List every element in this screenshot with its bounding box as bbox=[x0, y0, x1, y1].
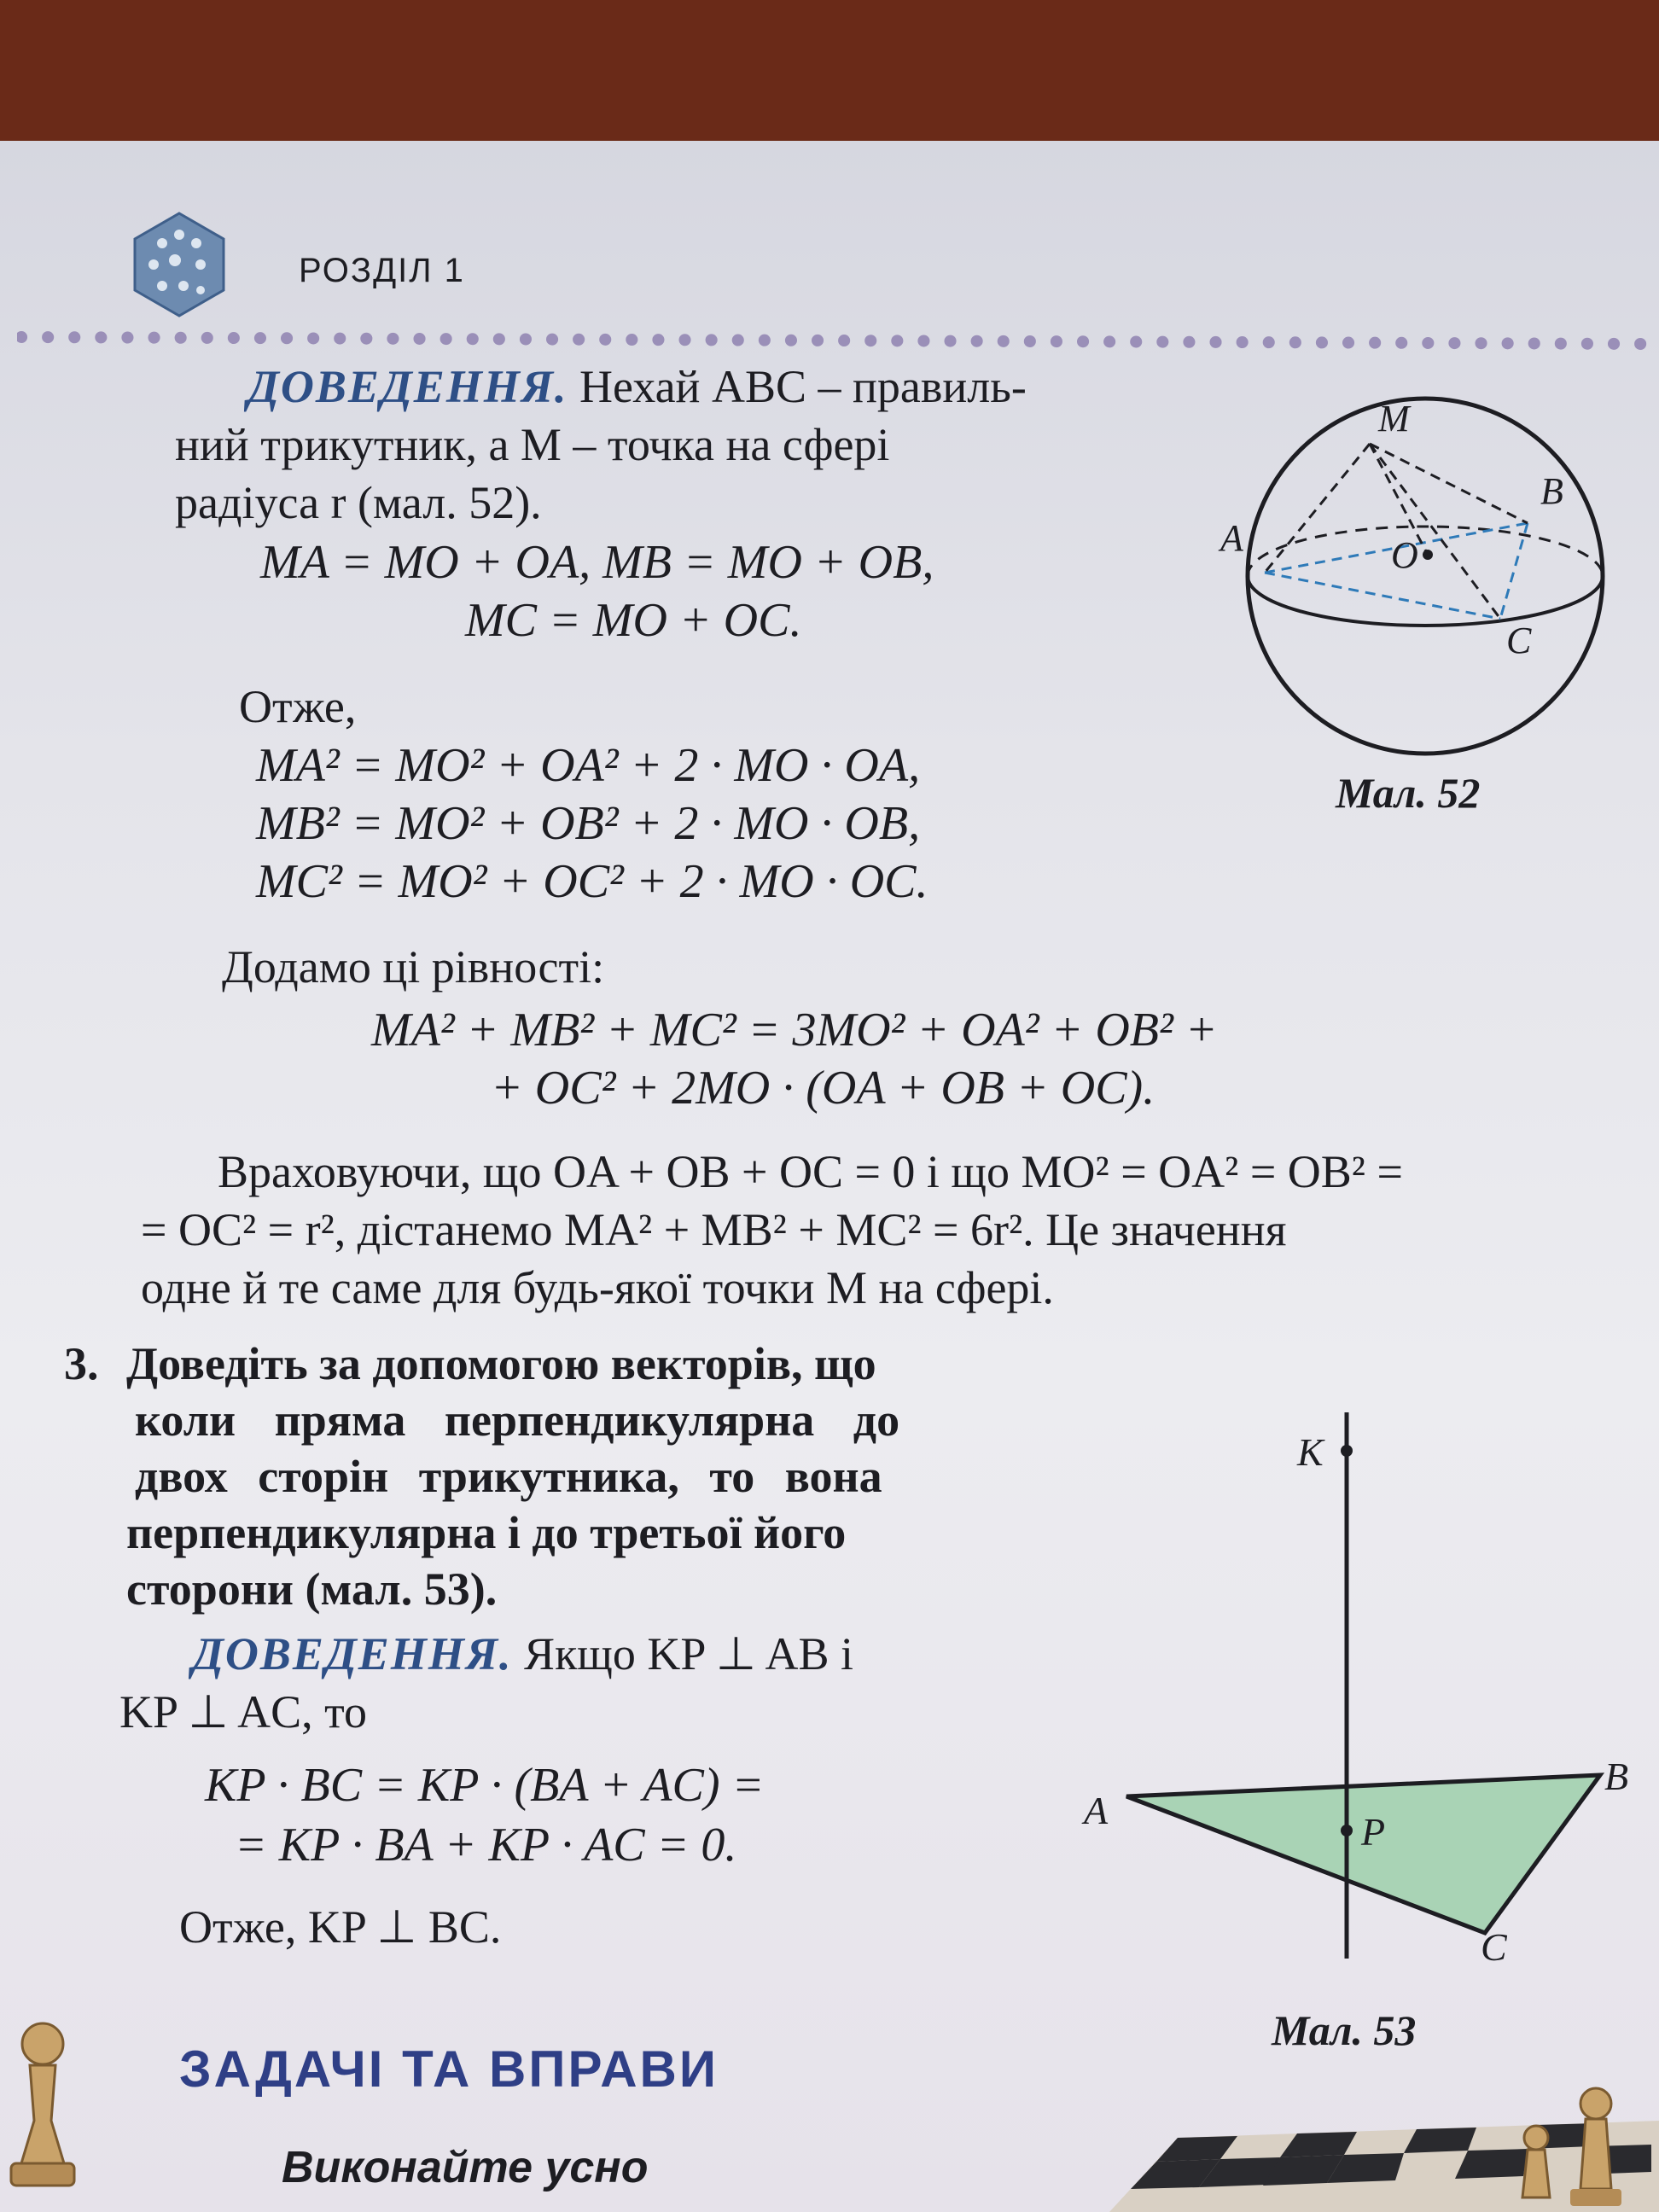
dotted-divider bbox=[17, 320, 1647, 354]
conclusion-line3: одне й те саме для будь-якої точки M на сфері. bbox=[141, 1262, 1054, 1313]
problem3-line5: сторони (мал. 53). bbox=[126, 1563, 498, 1615]
tasks-heading: ЗАДАЧІ ТА ВПРАВИ bbox=[179, 2040, 719, 2098]
section-icon bbox=[128, 209, 230, 320]
proof1-line1: Нехай ABC – правиль- bbox=[579, 361, 1027, 412]
fig52-label-a: A bbox=[1220, 517, 1243, 559]
proof2-therefore: Отже, KP ⊥ BC. bbox=[179, 1901, 502, 1953]
textbook-page bbox=[0, 141, 1659, 2212]
conclusion-line1: Враховуючи, що OA + OB + OC = 0 і що MO² = OA² = OB² = bbox=[218, 1146, 1403, 1197]
chess-pawn-icon bbox=[4, 2018, 81, 2197]
proof2-eq-1: KP · BC = KP · (BA + AC) = bbox=[205, 1759, 765, 1812]
proof1-line3: радіуса r (мал. 52). bbox=[175, 477, 542, 528]
sum-eq-1: MA² + MB² + MC² = 3MO² + OA² + OB² + bbox=[371, 1004, 1218, 1057]
fig53-label-b: B bbox=[1604, 1755, 1629, 1798]
problem3-number: 3. bbox=[64, 1338, 99, 1389]
figure-52-sphere bbox=[1220, 371, 1630, 781]
vector-eq-1: MA = MO + OA, MB = MO + OB, bbox=[260, 536, 934, 589]
proof2-intro bbox=[192, 1626, 853, 1682]
fig52-label-c: C bbox=[1506, 620, 1532, 661]
proof2-line1: Якщо KP ⊥ AB і bbox=[524, 1628, 853, 1679]
sum-eq-2: + OC² + 2MO · (OA + OB + OC). bbox=[491, 1062, 1155, 1115]
tasks-subheading: Виконайте усно bbox=[282, 2143, 649, 2192]
problem3-line1: Доведіть за допомогою векторів, що bbox=[126, 1338, 876, 1389]
proof1-intro bbox=[247, 358, 1027, 415]
fig52-label-o: O bbox=[1391, 534, 1418, 576]
vector-eq-2: MC = MO + OC. bbox=[465, 594, 802, 647]
conclusion-line2: = OC² = r², дістанемо MA² + MB² + MC² = 6r². Це значення bbox=[141, 1204, 1287, 1255]
fig52-label-b: B bbox=[1540, 470, 1563, 512]
fig53-label-c: C bbox=[1481, 1925, 1507, 1969]
proof1-line2: ний трикутник, а M – точка на сфері bbox=[175, 419, 890, 470]
fig52-label-m: M bbox=[1378, 398, 1410, 439]
proof2-line2: KP ⊥ AC, то bbox=[119, 1686, 367, 1738]
proof2-eq-2: = KP · BA + KP · AC = 0. bbox=[235, 1819, 737, 1871]
square-eq-3: MC² = MO² + OC² + 2 · MO · OC. bbox=[256, 855, 928, 908]
proof1-label: ДОВЕДЕННЯ. bbox=[247, 361, 568, 412]
add-equalities: Додамо ці рівності: bbox=[222, 941, 605, 992]
figure-52-caption: Мал. 52 bbox=[1336, 769, 1481, 817]
fig53-label-p: P bbox=[1361, 1810, 1386, 1854]
figure-53-triangle bbox=[1109, 1404, 1639, 2018]
fig53-label-a: A bbox=[1084, 1789, 1109, 1832]
proof2-label: ДОВЕДЕННЯ. bbox=[192, 1628, 513, 1679]
fig53-label-k: K bbox=[1297, 1430, 1324, 1474]
figure-53-caption: Мал. 53 bbox=[1272, 2006, 1417, 2054]
problem3-line4: перпендикулярна і до третьої його bbox=[126, 1507, 847, 1558]
therefore-1: Отже, bbox=[239, 681, 357, 732]
problem3-line2: коли пряма перпендикулярна до bbox=[135, 1394, 900, 1446]
square-eq-2: MB² = MO² + OB² + 2 · MO · OB, bbox=[256, 797, 921, 850]
problem3-line3: двох сторін трикутника, то вона bbox=[135, 1451, 882, 1502]
section-header: РОЗДІЛ 1 bbox=[299, 252, 465, 289]
chess-pieces-icon bbox=[1502, 2078, 1656, 2212]
square-eq-1: MA² = MO² + OA² + 2 · MO · OA, bbox=[256, 739, 921, 792]
